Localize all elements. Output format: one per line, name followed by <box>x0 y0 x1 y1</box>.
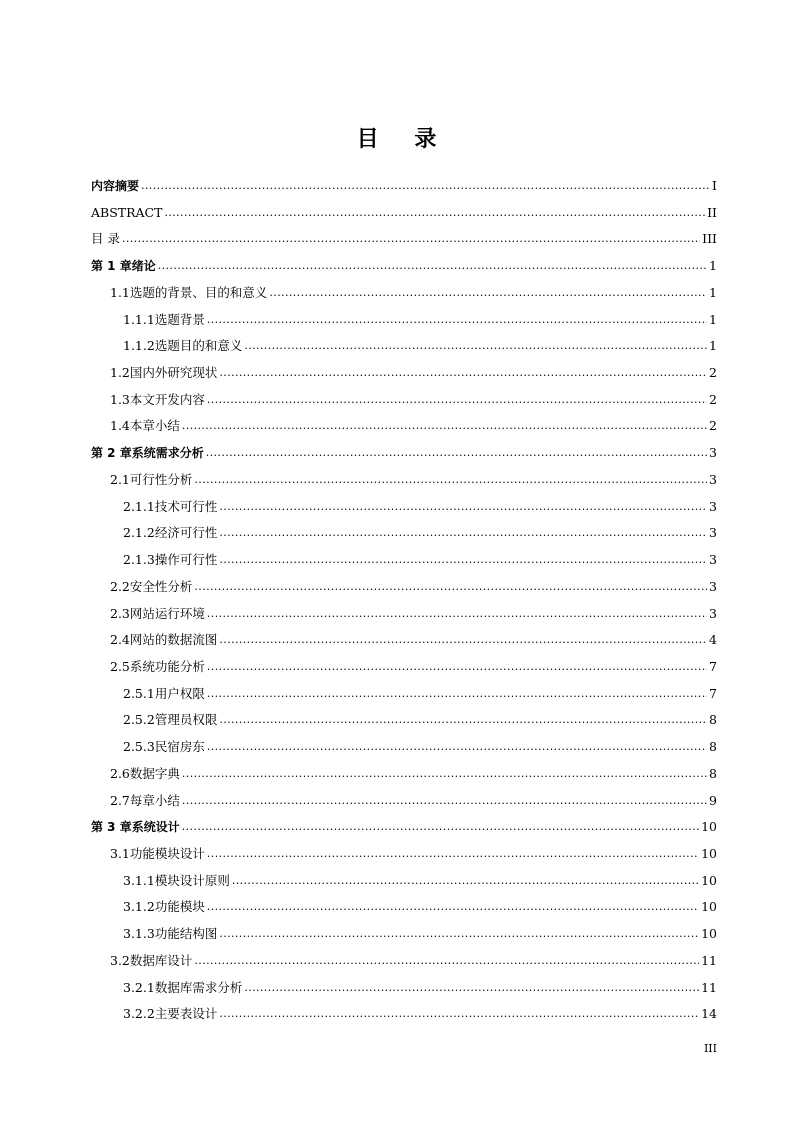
toc-dot-leader <box>219 1004 699 1023</box>
toc-entry-label: 选题目的和意义 <box>154 338 243 354</box>
toc-entry-page: 2 <box>709 391 717 407</box>
table-of-contents <box>91 177 717 1032</box>
toc-entry-page: 3 <box>709 471 717 487</box>
toc-entry-number: 第 3 章 <box>91 820 132 835</box>
toc-entry[interactable] <box>91 284 717 311</box>
toc-entry[interactable] <box>91 177 717 204</box>
toc-entry-page: 1 <box>709 338 717 354</box>
toc-dot-leader <box>269 283 707 302</box>
toc-entry-number: 3.1.2 <box>123 899 155 915</box>
toc-entry[interactable] <box>91 578 717 605</box>
toc-entry-number: 2.1.3 <box>123 552 155 568</box>
page-title: 目 录 <box>356 127 451 152</box>
toc-dot-leader <box>207 310 707 329</box>
toc-entry-label: 内容摘要 <box>91 179 140 193</box>
toc-entry-label: 功能结构图 <box>154 926 218 942</box>
toc-dot-leader <box>219 924 699 943</box>
toc-entry-number: 2.1 <box>110 471 130 487</box>
toc-entry-page: 1 <box>709 311 717 327</box>
toc-entry-page: 3 <box>709 552 717 568</box>
toc-entry[interactable] <box>91 311 717 338</box>
page-number: III <box>703 1042 717 1055</box>
toc-entry[interactable] <box>91 658 717 685</box>
toc-entry[interactable] <box>91 792 717 819</box>
toc-dot-leader <box>194 577 707 596</box>
toc-entry[interactable] <box>91 765 717 792</box>
toc-entry-number: 1.1.1 <box>123 311 155 327</box>
toc-dot-leader <box>207 657 707 676</box>
toc-entry-label: ABSTRACT <box>91 204 163 220</box>
toc-entry-number: 3.2.2 <box>123 1006 155 1022</box>
toc-entry[interactable] <box>91 1005 717 1032</box>
toc-entry-page: 11 <box>701 952 717 968</box>
toc-entry-number: 1.1.2 <box>123 338 155 354</box>
toc-entry-label: 用户权限 <box>154 685 205 701</box>
toc-dot-leader <box>182 791 707 810</box>
toc-entry[interactable] <box>91 204 717 231</box>
toc-entry-label: 本章小结 <box>129 418 180 434</box>
toc-entry-number: 2.1.2 <box>123 525 155 541</box>
toc-dot-leader <box>219 523 707 542</box>
toc-dot-leader <box>219 710 707 729</box>
toc-entry[interactable] <box>91 605 717 632</box>
toc-entry[interactable] <box>91 711 717 738</box>
toc-entry-number: 2.6 <box>110 765 130 781</box>
toc-entry-label: 技术可行性 <box>154 498 218 514</box>
toc-entry-page: 3 <box>709 525 717 541</box>
toc-entry[interactable] <box>91 417 717 444</box>
toc-entry-label: 管理员权限 <box>154 712 218 728</box>
toc-entry-page: 1 <box>709 258 717 274</box>
toc-entry-page: II <box>707 204 717 220</box>
toc-entry-page: 10 <box>701 819 717 835</box>
toc-entry-page: 8 <box>709 712 717 728</box>
toc-dot-leader <box>207 737 707 756</box>
toc-entry[interactable] <box>91 845 717 872</box>
toc-entry-number: 2.5.2 <box>123 712 155 728</box>
toc-entry-label: 每章小结 <box>129 792 180 808</box>
toc-entry[interactable] <box>91 337 717 364</box>
toc-entry-page: 3 <box>709 445 717 461</box>
toc-entry-number: 3.2 <box>110 952 130 968</box>
toc-entry[interactable] <box>91 738 717 765</box>
toc-entry-label: 主要表设计 <box>154 1006 218 1022</box>
toc-entry-label: 数据库需求分析 <box>154 979 243 995</box>
toc-entry-number: 2.2 <box>110 578 130 594</box>
toc-entry-label: 本文开发内容 <box>129 391 205 407</box>
toc-entry-number: 2.5.3 <box>123 739 155 755</box>
toc-entry-page: 2 <box>709 365 717 381</box>
toc-dot-leader <box>244 978 699 997</box>
toc-entry-page: 14 <box>701 1006 717 1022</box>
toc-entry[interactable] <box>91 551 717 578</box>
toc-entry-label: 经济可行性 <box>154 525 218 541</box>
toc-entry-label: 功能模块 <box>154 899 205 915</box>
toc-entry-number: 3.1 <box>110 845 130 861</box>
toc-dot-leader <box>219 550 707 569</box>
toc-dot-leader <box>207 684 707 703</box>
toc-entry-label: 网站运行环境 <box>129 605 205 621</box>
toc-entry[interactable] <box>91 471 717 498</box>
toc-dot-leader <box>182 416 707 435</box>
toc-entry[interactable] <box>91 631 717 658</box>
toc-entry-number: 2.5.1 <box>123 685 155 701</box>
toc-entry-label: 目 录 <box>91 231 120 247</box>
toc-entry-label: 绪论 <box>131 259 156 274</box>
toc-entry-number: 2.4 <box>110 632 130 648</box>
toc-entry-page: 3 <box>709 578 717 594</box>
toc-dot-leader <box>158 256 707 275</box>
toc-entry-page: 8 <box>709 765 717 781</box>
toc-dot-leader <box>232 871 699 890</box>
toc-entry-page: 10 <box>701 872 717 888</box>
toc-dot-leader <box>194 951 699 970</box>
toc-entry-page: 7 <box>709 685 717 701</box>
toc-entry-number: 1.2 <box>110 365 130 381</box>
toc-dot-leader <box>194 470 707 489</box>
toc-entry-label: 模块设计原则 <box>154 872 230 888</box>
toc-dot-leader <box>207 604 707 623</box>
toc-entry-number: 3.2.1 <box>123 979 155 995</box>
toc-entry[interactable] <box>91 925 717 952</box>
toc-entry-number: 第 2 章 <box>91 446 132 461</box>
toc-dot-leader <box>182 764 707 783</box>
toc-entry-page: 10 <box>701 845 717 861</box>
toc-entry[interactable] <box>91 818 717 845</box>
toc-dot-leader <box>219 497 707 516</box>
toc-entry-number: 1.4 <box>110 418 130 434</box>
toc-entry-label: 可行性分析 <box>129 471 193 487</box>
toc-entry-number: 2.1.1 <box>123 498 155 514</box>
toc-dot-leader <box>182 817 699 836</box>
toc-entry-page: 8 <box>709 739 717 755</box>
toc-entry[interactable] <box>91 391 717 418</box>
toc-entry-page: 2 <box>709 418 717 434</box>
toc-entry-number: 2.5 <box>110 658 130 674</box>
toc-entry-label: 功能模块设计 <box>129 845 205 861</box>
toc-entry-page: III <box>702 231 717 247</box>
toc-entry-label: 数据库设计 <box>129 952 193 968</box>
toc-entry-label: 系统设计 <box>131 820 180 835</box>
toc-entry-number: 3.1.1 <box>123 872 155 888</box>
toc-entry-number: 2.3 <box>110 605 130 621</box>
toc-entry-number: 第 1 章 <box>91 259 132 274</box>
toc-entry-label: 系统需求分析 <box>131 446 204 461</box>
toc-dot-leader <box>219 363 707 382</box>
toc-entry-page: 11 <box>701 979 717 995</box>
toc-entry[interactable] <box>91 444 717 471</box>
toc-entry-page: 1 <box>709 284 717 300</box>
toc-entry[interactable] <box>91 685 717 712</box>
toc-entry-label: 操作可行性 <box>154 552 218 568</box>
toc-entry-page: 4 <box>709 632 717 648</box>
toc-entry-page: I <box>712 178 717 193</box>
toc-entry-page: 3 <box>709 498 717 514</box>
toc-entry[interactable] <box>91 898 717 925</box>
toc-dot-leader <box>207 897 699 916</box>
toc-entry-page: 9 <box>709 792 717 808</box>
toc-dot-leader <box>122 229 700 248</box>
toc-entry-number: 1.1 <box>110 284 130 300</box>
toc-dot-leader <box>219 630 707 649</box>
toc-entry-number: 3.1.3 <box>123 926 155 942</box>
toc-entry-page: 7 <box>709 658 717 674</box>
toc-entry-number: 2.7 <box>110 792 130 808</box>
toc-entry-page: 10 <box>701 899 717 915</box>
toc-dot-leader <box>141 176 710 195</box>
toc-dot-leader <box>244 336 707 355</box>
toc-entry[interactable] <box>91 230 717 257</box>
toc-entry-label: 系统功能分析 <box>129 658 205 674</box>
toc-entry-label: 民宿房东 <box>154 739 205 755</box>
toc-entry-label: 网站的数据流图 <box>129 632 218 648</box>
toc-entry[interactable] <box>91 498 717 525</box>
toc-entry[interactable] <box>91 872 717 899</box>
toc-dot-leader <box>207 844 699 863</box>
toc-entry[interactable] <box>91 257 717 284</box>
toc-entry[interactable] <box>91 979 717 1006</box>
toc-entry-label: 安全性分析 <box>129 578 193 594</box>
toc-entry-page: 10 <box>701 926 717 942</box>
toc-entry-page: 3 <box>709 605 717 621</box>
toc-entry[interactable] <box>91 952 717 979</box>
toc-entry-number: 1.3 <box>110 391 130 407</box>
toc-entry-label: 选题的背景、目的和意义 <box>129 284 268 300</box>
toc-entry-label: 国内外研究现状 <box>129 365 218 381</box>
toc-dot-leader <box>207 390 707 409</box>
toc-entry-label: 选题背景 <box>154 311 205 327</box>
toc-entry[interactable] <box>91 364 717 391</box>
toc-entry[interactable] <box>91 524 717 551</box>
toc-dot-leader <box>206 443 707 462</box>
toc-entry-label: 数据字典 <box>129 765 180 781</box>
toc-dot-leader <box>164 203 705 222</box>
